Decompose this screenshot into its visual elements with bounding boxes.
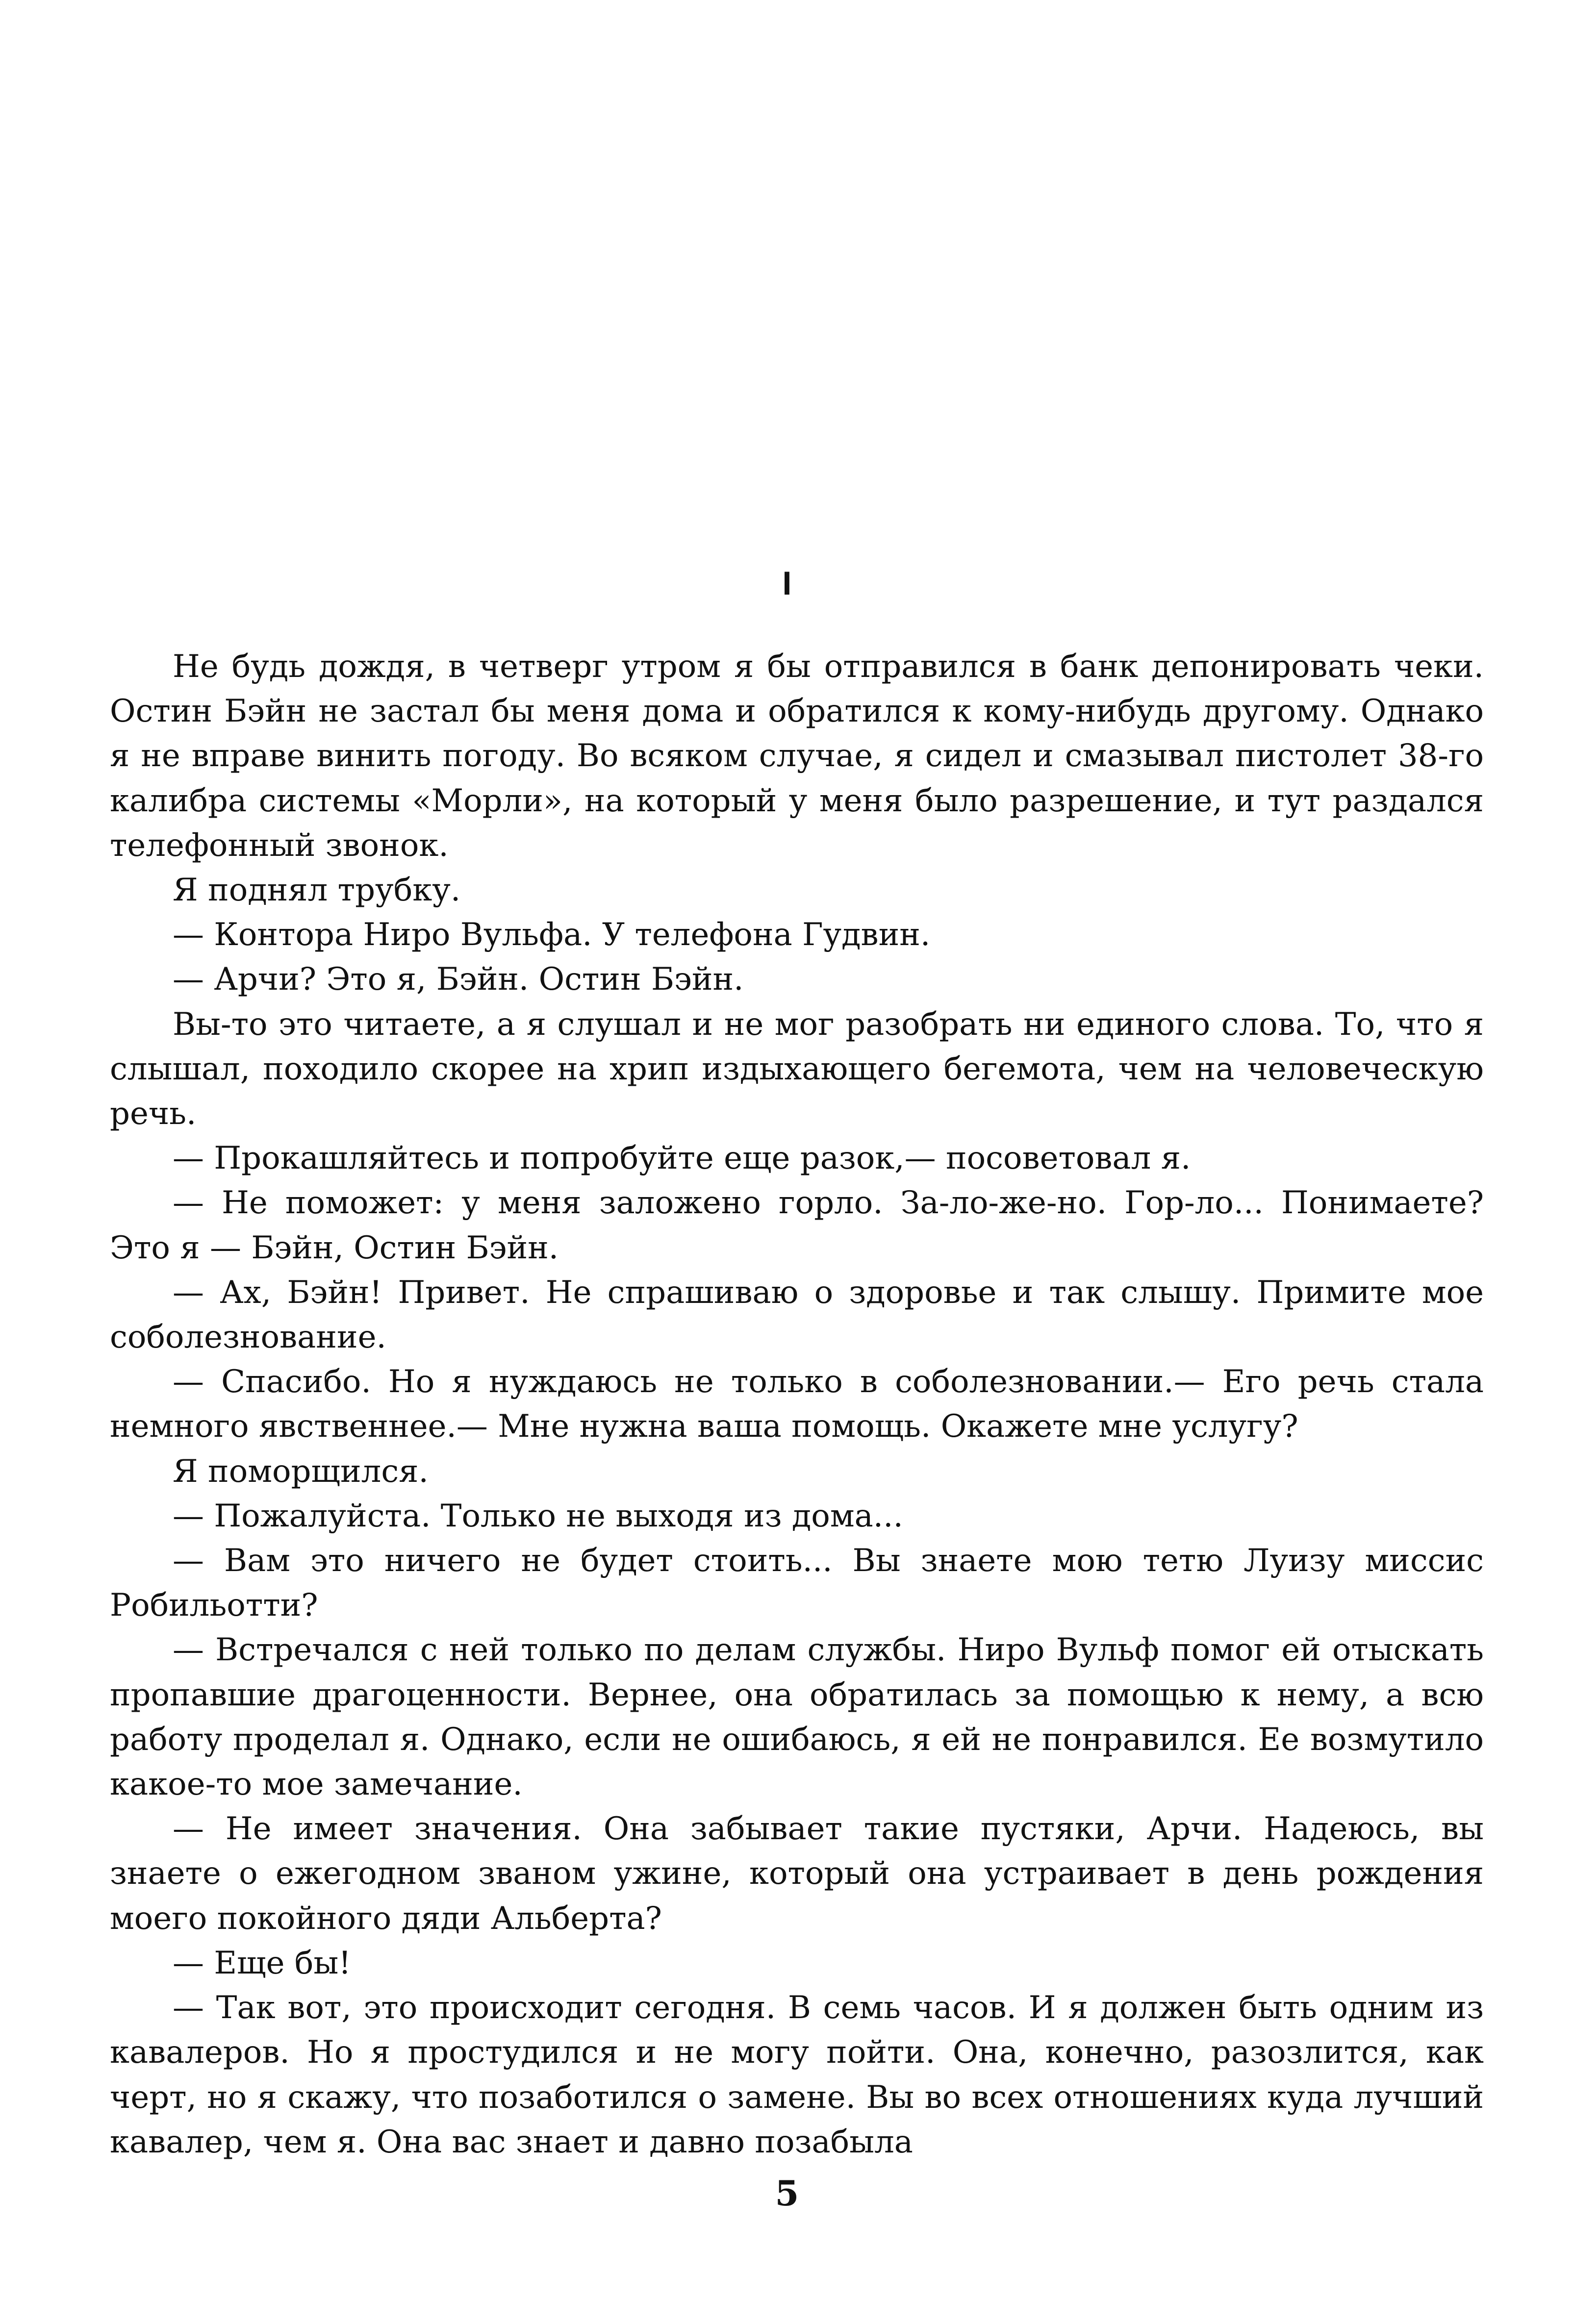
paragraph: — Встречался с ней только по делам службы. Ниро Вульф помог ей отыскать пропавшие драгоценности. Вернее, она обратилась за помощью к нему, а всю работу проделал я. Однако, если не ошибаюсь, я ей не понравился. Ее возмутило какое-то мое замечание. bbox=[110, 1632, 1484, 1803]
chapter-number: I bbox=[782, 565, 792, 602]
paragraph: — Прокашляйтесь и попробуйте еще разок,— посоветовал я. bbox=[173, 1140, 1191, 1177]
paragraph: Я поморщился. bbox=[173, 1453, 429, 1490]
paragraph: — Вам это ничего не будет стоить... Вы знаете мою тетю Луизу миссис Робильотти? bbox=[110, 1543, 1484, 1624]
body-text bbox=[110, 645, 1484, 2165]
paragraph: Не будь дождя, в четверг утром я бы отправился в банк депонировать чеки. Остин Бэйн не застал бы меня дома и обратился к кому-нибудь другому. Однако я не вправе винить погоду. Во всяком случае, я сидел и смазывал пистолет 38-го калибра системы «Морли», на который у меня было разрешение, и тут раздался телефонный звонок. bbox=[110, 649, 1484, 864]
paragraph: — Арчи? Это я, Бэйн. Остин Бэйн. bbox=[173, 961, 744, 998]
paragraph: Я поднял трубку. bbox=[173, 872, 461, 909]
paragraph: — Еще бы! bbox=[173, 1945, 351, 1981]
paragraph: Вы-то это читаете, а я слушал и не мог разобрать ни единого слова. То, что я слышал, походило скорее на хрип издыхающего бегемота, чем на человеческую речь. bbox=[110, 1006, 1484, 1132]
paragraph: — Контора Ниро Вульфа. У телефона Гудвин. bbox=[173, 917, 931, 953]
paragraph: — Спасибо. Но я нуждаюсь не только в соболезновании.— Его речь стала немного явственнее.— Мне нужна ваша помощь. Окажете мне услугу? bbox=[110, 1364, 1484, 1445]
page-number: 5 bbox=[775, 2173, 799, 2214]
paragraph: — Ах, Бэйн! Привет. Не спрашиваю о здоровье и так слышу. Примите мое соболезнование. bbox=[110, 1274, 1484, 1356]
paragraph: — Пожалуйста. Только не выходя из дома... bbox=[173, 1498, 903, 1534]
paragraph: — Не поможет: у меня заложено горло. За-ло-же-но. Гор-ло... Понимаете? Это я — Бэйн, Остин Бэйн. bbox=[110, 1185, 1484, 1266]
paragraph: — Так вот, это происходит сегодня. В семь часов. И я должен быть одним из кавалеров. Но я простудился и не могу пойти. Она, конечно, разозлится, как черт, но я скажу, что позаботился о замене. Вы во всех отношениях куда лучший кавалер, чем я. Она вас знает и давно позабыла bbox=[110, 1990, 1484, 2160]
paragraph: — Не имеет значения. Она забывает такие пустяки, Арчи. Надеюсь, вы знаете о ежегодном званом ужине, который она устраивает в день рождения моего покойного дяди Альберта? bbox=[110, 1811, 1484, 1937]
